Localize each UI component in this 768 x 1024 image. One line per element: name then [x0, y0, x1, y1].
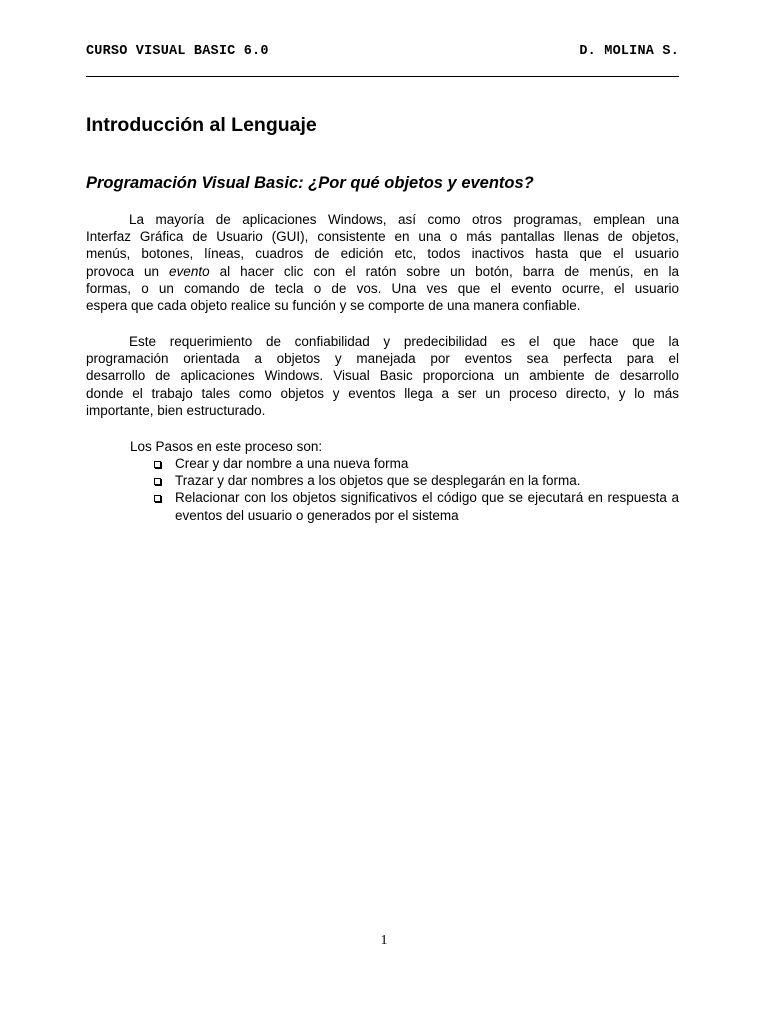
course-title: CURSO VISUAL BASIC 6.0: [86, 44, 269, 59]
header-divider: [86, 76, 679, 77]
paragraph-line: La mayoría de aplicaciones Windows, así como otros programas, emplean una: [129, 212, 679, 227]
list-item: [152, 489, 679, 523]
paragraph-line: espera que cada objeto realice su función y se comporte de una manera confiable.: [86, 297, 581, 313]
list-item-text: Trazar y dar nombres a los objetos que se desplegarán en la forma.: [175, 473, 581, 489]
paragraph-line: donde el trabajo tales como objetos y eventos llega a ser un proceso directo, y lo más: [86, 385, 679, 401]
square-bullet-icon: [154, 461, 161, 468]
text-run: al hacer clic con el ratón sobre un botón, barra de menús, en la: [209, 263, 679, 279]
page-title: Introducción al Lenguaje: [86, 114, 317, 136]
emphasis-word: evento: [169, 263, 210, 279]
section-heading: Programación Visual Basic: ¿Por qué objetos y eventos?: [86, 174, 534, 192]
square-bullet-icon: [154, 495, 161, 502]
paragraph-line: Este requerimiento de confiabilidad y predecibilidad es el que hace que la: [129, 334, 679, 349]
steps-list: [152, 455, 679, 524]
list-item-text: Relacionar con los objetos significativos el código que se ejecutará en respuesta a eventos del usuario o generados por el sistema: [175, 490, 679, 523]
page-header: [86, 44, 679, 64]
paragraph-line: [86, 263, 679, 280]
paragraph-line: Interfaz Gráfica de Usuario (GUI), consistente en una o más pantallas llenas de objetos,: [86, 229, 679, 245]
author-name: D. MOLINA S.: [579, 44, 679, 59]
paragraph-line: importante, bien estructurado.: [86, 402, 266, 418]
list-item: [152, 472, 679, 489]
steps-intro: Los Pasos en este proceso son:: [130, 439, 323, 454]
text-run: provoca un: [86, 263, 170, 279]
paragraph-line: menús, botones, líneas, cuadros de edición etc, todos inactivos hasta que el usuario: [86, 246, 679, 262]
square-bullet-icon: [154, 478, 161, 485]
paragraph-line: formas, o un comando de tecla o de vos. Una ves que el evento ocurre, el usuario: [86, 280, 679, 296]
paragraph-line: desarrollo de aplicaciones Windows. Visual Basic proporciona un ambiente de desarrollo: [86, 368, 679, 384]
paragraph-line: programación orientada a objetos y manejada por eventos sea perfecta para el: [86, 351, 679, 367]
paragraph-2: [86, 333, 679, 419]
paragraph-1: [86, 211, 679, 314]
list-item-text: Crear y dar nombre a una nueva forma: [175, 456, 409, 471]
page-number: 1: [380, 933, 388, 948]
list-item: [152, 455, 679, 472]
